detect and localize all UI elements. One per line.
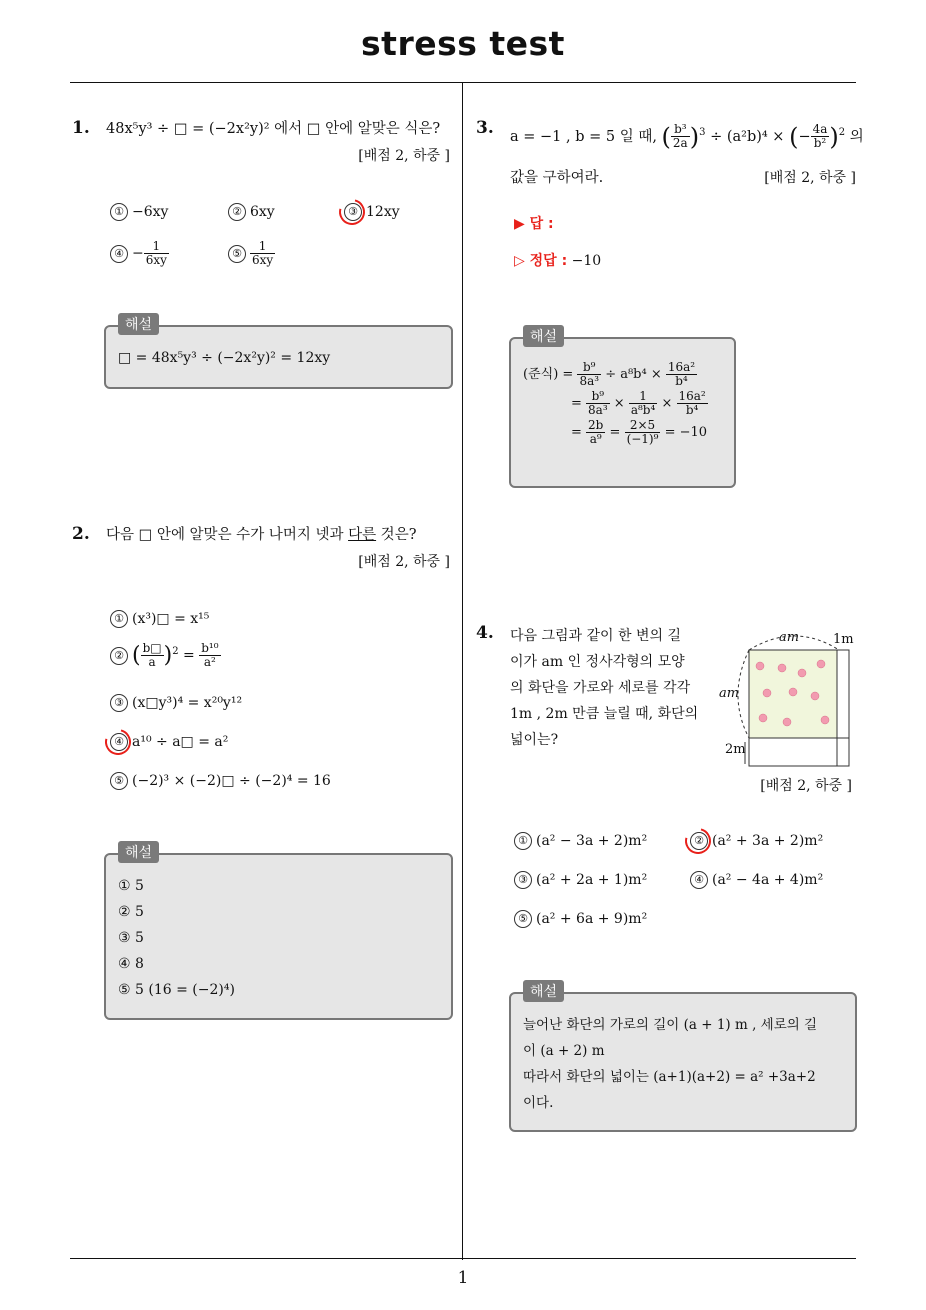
q3-text: a = −1 , b = 5 일 때, ( $\frac{\text{b³}}{2a}$ )$^3$ ÷ (a²b)⁴ × (− $\frac{4a}{\text{b²}}$ )$^2$ 의	[510, 122, 864, 151]
q2-choice-1[interactable]: ① (x³)□ = x¹⁵	[110, 610, 209, 628]
q1-meta: [배점 2, 하중 ]	[358, 148, 450, 164]
q1-number: 1.	[72, 118, 90, 138]
answer-mark-circle	[100, 724, 136, 760]
q1-solution-text: □ = 48x⁵y³ ÷ (−2x²y)² = 12xy	[118, 350, 331, 366]
q2-choice-4[interactable]: ④ a¹⁰ ÷ a□ = a²	[110, 733, 228, 751]
q1-choice-1[interactable]: ① −6xy	[110, 203, 168, 221]
column-divider	[462, 83, 463, 1260]
q3-solution-box	[509, 337, 736, 488]
q3-text-cont: 값을 구하여라.	[510, 170, 604, 186]
fig-top-label: am	[779, 630, 800, 645]
q4-meta: [배점 2, 하중 ]	[760, 778, 852, 794]
q4-choice-3[interactable]: ③ (a² + 2a + 1)m²	[514, 871, 647, 889]
q2-choice-3[interactable]: ③ (x□y³)⁴ = x²⁰y¹²	[110, 694, 242, 712]
q1-solution-tag: 해설	[118, 313, 159, 335]
page-number: 1	[457, 1268, 469, 1288]
top-rule	[70, 82, 856, 83]
q4-choice-1[interactable]: ① (a² − 3a + 2)m²	[514, 832, 647, 850]
q3-correct-answer: ▷ 정답 : −10	[514, 253, 602, 269]
q2-choice-2[interactable]: ② ( $\frac{b□}{a}$ )$^2$ = $\frac{\text{b¹⁰}}{\text{a²}}$	[110, 642, 221, 669]
q2-choice-5[interactable]: ⑤ (−2)³ × (−2)□ ÷ (−2)⁴ = 16	[110, 772, 331, 790]
q3-solution-text: (준식) = $\frac{\text{b⁹}}{\text{8a³}}$ ÷ a⁸b⁴ × $\frac{\text{16a²}}{\text{b⁴}}$ = $\frac{\text{b⁹}}{\text{8a³}}$ × $\frac{1}{\text{a⁸b⁴}}$ × $\frac{\text{16a²}}{\text{b⁴}}$ = $\frac{2b}{\text{a⁹}}$ = $\frac{2\times 5}{\text{(−1)⁹}}$ = −10	[523, 360, 708, 446]
q4-text: 다음 그림과 같이 한 변의 길 이가 am 인 정사각형의 모양 의 화단을 가로와 세로를 각각 1m , 2m 만큼 늘릴 때, 화단의 넓이는?	[510, 628, 699, 748]
fig-left-label: am	[719, 686, 740, 701]
q1-choice-5[interactable]: ⑤ $\frac{1}{6xy}$	[228, 240, 275, 267]
q3-solution-tag: 해설	[523, 325, 564, 347]
q1-choice-3[interactable]: ③ 12xy	[344, 203, 400, 221]
q1-choice-4[interactable]: ④ − $\frac{1}{6xy}$	[110, 240, 169, 267]
q2-solution-list: ① 5 ② 5 ③ 5 ④ 8 ⑤ 5 (16 = (−2)⁴)	[118, 878, 235, 998]
q2-text: 다음 □ 안에 알맞은 수가 나머지 넷과 다른 것은?	[106, 527, 417, 543]
fig-two-label: 2m	[725, 742, 746, 757]
q3-number: 3.	[476, 118, 494, 138]
q4-solution-tag: 해설	[523, 980, 564, 1002]
q2-solution-tag: 해설	[118, 841, 159, 863]
bottom-rule	[70, 1258, 856, 1259]
q4-choice-5[interactable]: ⑤ (a² + 6a + 9)m²	[514, 910, 647, 928]
q3-meta: [배점 2, 하중 ]	[764, 170, 856, 186]
q4-choice-2[interactable]: ② (a² + 3a + 2)m²	[690, 832, 823, 850]
page-title: stress test	[361, 24, 565, 63]
q4-choice-4[interactable]: ④ (a² − 4a + 4)m²	[690, 871, 823, 889]
q1-text: 48x⁵y³ ÷ □ = (−2x²y)² 에서 □ 안에 알맞은 식은?	[106, 121, 441, 137]
q2-solution-box	[104, 853, 453, 1020]
q4-number: 4.	[476, 623, 494, 643]
answer-mark-circle	[334, 194, 370, 230]
garden-figure	[715, 628, 860, 768]
q4-solution-text: 늘어난 화단의 가로의 길이 (a + 1) m , 세로의 길 이 (a + 2) m 따라서 화단의 넓이는 (a+1)(a+2) = a² +3a+2 이다.	[523, 1017, 818, 1111]
q2-number: 2.	[72, 524, 90, 544]
answer-mark-circle	[680, 823, 716, 859]
q1-choice-2[interactable]: ② 6xy	[228, 203, 275, 221]
fig-one-label: 1m	[833, 632, 854, 647]
q4-solution-box	[509, 992, 857, 1132]
q2-meta: [배점 2, 하중 ]	[358, 554, 450, 570]
q3-answer-label: ▶ 답 :	[514, 216, 554, 232]
